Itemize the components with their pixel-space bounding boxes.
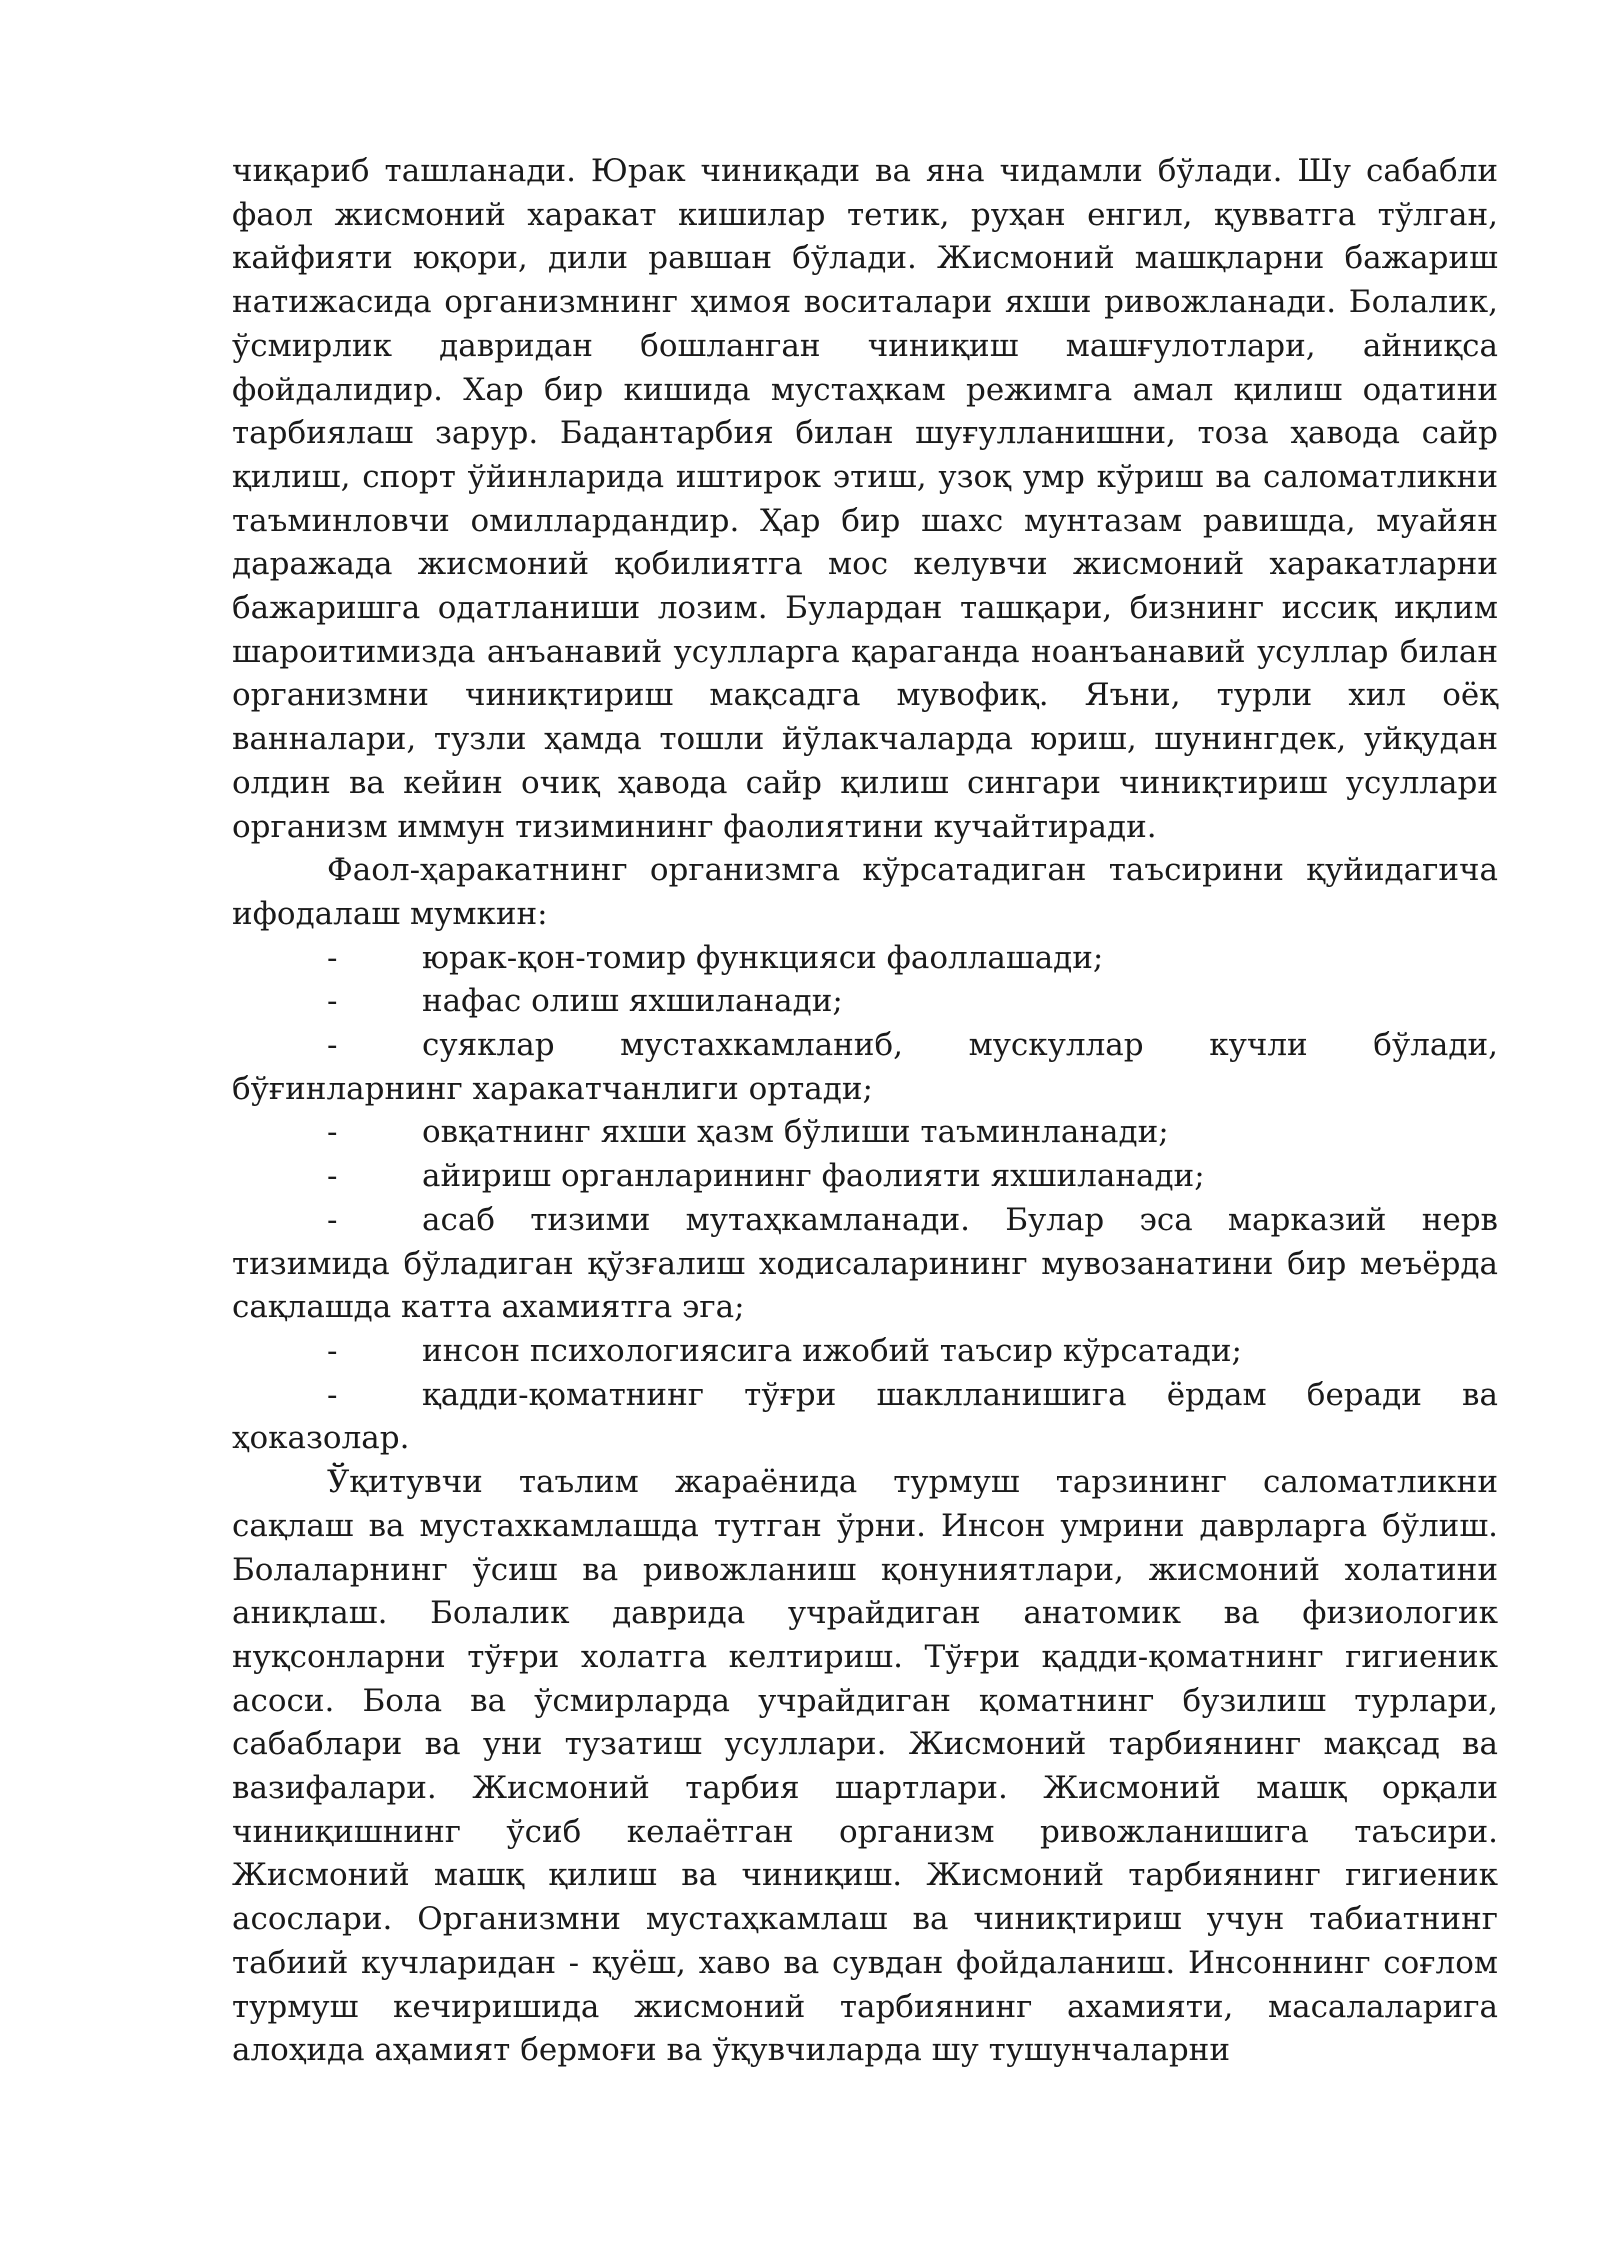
list-item <box>232 1330 1498 1374</box>
list-item <box>232 1199 1498 1330</box>
lead-paragraph: Фаол-ҳаракатнинг организмга кўрсатадиган таъсирини қуйидагича ифодалаш мумкин: <box>232 852 1498 932</box>
list-item <box>232 1374 1498 1461</box>
bullet-dash: - <box>327 1114 338 1151</box>
list-item-text: овқатнинг яхши ҳазм бўлиши таъминланади; <box>422 1114 1169 1151</box>
bullet-dash: - <box>327 1332 338 1369</box>
list-item <box>232 1024 1498 1111</box>
list-item <box>232 1111 1498 1155</box>
bullet-list <box>232 937 1498 1461</box>
list-item-text: инсон психологиясига ижобий таъсир кўрсатади; <box>422 1332 1243 1369</box>
bullet-dash: - <box>327 1376 338 1413</box>
list-item-text: айириш органларининг фаолияти яхшиланади; <box>422 1158 1205 1195</box>
final-paragraph: Ўқитувчи таълим жараёнида турмуш тарзининг саломатликни сақлаш ва мустахкамлашда тутган ўрни. Инсон умрини даврларга бўлиш. Болаларнинг ўсиш ва ривожланиш қонуниятлари, жисмоний холатини аниқлаш. Болалик даврида учрайдиган анатомик ва физиологик нуқсонларни тўғри холатга келтириш. Тўғри қадди-қоматнинг гигиеник асоси. Бола ва ўсмирларда учрайдиган қоматнинг бузилиш турлари, сабаблари ва уни тузатиш усуллари. Жисмоний тарбиянинг мақсад ва вазифалари. Жисмоний тарбия шартлари. Жисмоний машқ орқали чиниқишнинг ўсиб келаётган организм ривожланишига таъсири. Жисмоний машқ қилиш ва чиниқиш. Жисмоний тарбиянинг гигиеник асослари. Организмни мустаҳкамлаш ва чиниқтириш учун табиатнинг табиий кучларидан - қуёш, хаво ва сувдан фойдаланиш. Инсоннинг соғлом турмуш кечиришида жисмоний тарбиянинг ахамияти, масалаларига алоҳида аҳамият бермоғи ва ўқувчиларда шу тушунчаларни <box>232 1464 1498 2069</box>
intro-paragraph: чиқариб ташланади. Юрак чиниқади ва яна чидамли бўлади. Шу сабабли фаол жисмоний харакат кишилар тетик, руҳан енгил, қувватга тўлган, кайфияти юқори, дили равшан бўлади. Жисмоний машқларни бажариш натижасида организмнинг ҳимоя воситалари яхши ривожланади. Болалик, ўсмирлик давридан бошланган чиниқиш машғулотлари, айниқса фойдалидир. Хар бир кишида мустаҳкам режимга амал қилиш одатини тарбиялаш зарур. Бадантарбия билан шуғулланишни, тоза ҳавода сайр қилиш, спорт ўйинларида иштирок этиш, узоқ умр кўриш ва саломатликни таъминловчи омиллардандир. Ҳар бир шахс мунтазам равишда, муайян даражада жисмоний қобилиятга мос келувчи жисмоний харакатларни бажаришга одатланиши лозим. Булардан ташқари, бизнинг иссиқ иқлим шароитимизда анъанавий усулларга қараганда ноанъанавий усуллар билан организмни чиниқтириш мақсадга мувофиқ. Яъни, турли хил оёқ ванналари, тузли ҳамда тошли йўлакчаларда юриш, шунингдек, уйқудан олдин ва кейин очиқ ҳавода сайр қилиш сингари чиниқтириш усуллари организм иммун тизимининг фаолиятини кучайтиради. <box>232 153 1498 845</box>
list-item-text: асаб тизими мутаҳкамланади. Булар эса марказий нерв тизимида бўладиган қўзғалиш ходисаларининг мувозанатини бир меъёрда сақлашда катта ахамиятга эга; <box>232 1201 1498 1326</box>
list-item-text: нафас олиш яхшиланади; <box>422 983 843 1020</box>
bullet-dash: - <box>327 983 338 1020</box>
list-item <box>232 1155 1498 1199</box>
bullet-dash: - <box>327 939 338 976</box>
bullet-dash: - <box>327 1158 338 1195</box>
list-item-text: суяклар мустахкамланиб, мускуллар кучли бўлади, бўғинларнинг харакатчанлиги ортади; <box>232 1027 1498 1107</box>
list-item <box>232 937 1498 981</box>
list-item-text: юрак-қон-томир функцияси фаоллашади; <box>422 939 1104 976</box>
list-item-text: қадди-қоматнинг тўғри шаклланишига ёрдам беради ва ҳоказолар. <box>232 1376 1498 1457</box>
document-page <box>232 150 1498 2073</box>
bullet-dash: - <box>327 1027 338 1064</box>
list-item <box>232 980 1498 1024</box>
bullet-dash: - <box>327 1201 338 1238</box>
